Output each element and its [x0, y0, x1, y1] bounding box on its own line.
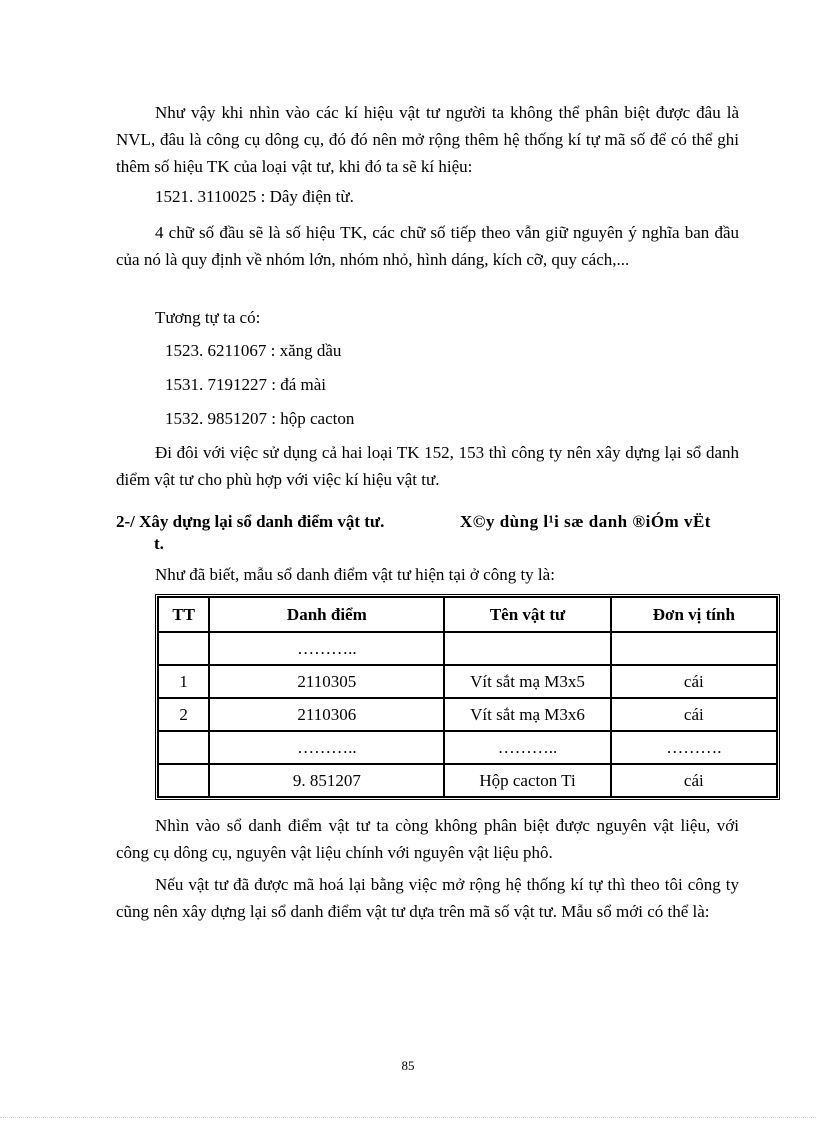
table-row: [158, 698, 777, 731]
section-heading-garbled: X©y dùng l¹i sæ danh ®iÓm vËt: [460, 512, 711, 531]
paragraph-so-hieu-tk: 4 chữ số đầu sẽ là số hiệu TK, các chữ số tiếp theo vẫn giữ nguyên ý nghĩa ban đầu của nó là quy định về nhóm lớn, nhóm nhỏ, hình dáng, kích cỡ, quy cách,...: [116, 223, 739, 269]
paragraph-di-doi: Đi đôi với việc sử dụng cả hai loại TK 152, 153 thì công ty nên xây dựng lại sổ danh điểm vật tư cho phù hợp với việc kí hiệu vật tư.: [116, 443, 739, 489]
footer-divider: [0, 1117, 816, 1118]
cell-danh-diem: 9. 851207: [209, 764, 444, 797]
cell-ten-vat-tu: ………..: [444, 731, 610, 764]
cell-don-vi: cái: [611, 698, 777, 731]
cell-danh-diem: ………..: [209, 731, 444, 764]
page-number: 85: [401, 1058, 415, 1073]
cell-don-vi: cái: [611, 665, 777, 698]
cell-don-vi: ……….: [611, 731, 777, 764]
table-row: [158, 632, 777, 665]
cell-tt: [158, 632, 209, 665]
table-row: [158, 665, 777, 698]
danh-diem-table: [155, 594, 780, 800]
cell-ten-vat-tu: Hộp cacton Ti: [444, 764, 610, 797]
cell-ten-vat-tu: Vít sắt mạ M3x5: [444, 665, 610, 698]
similar-label: Tương tự ta có:: [155, 308, 261, 327]
cell-danh-diem: ………..: [209, 632, 444, 665]
paragraph-nhin-vao: Nhìn vào sổ danh điểm vật tư ta còng không phân biệt được nguyên vật liệu, với công cụ dông cụ, nguyên vật liệu chính với nguyên vật liệu phô.: [116, 816, 739, 862]
table-header-row: [158, 597, 777, 632]
cell-ten-vat-tu: [444, 632, 610, 665]
cell-don-vi: cái: [611, 764, 777, 797]
cell-tt: 1: [158, 665, 209, 698]
cell-danh-diem: 2110305: [209, 665, 444, 698]
section-heading-text: 2-/ Xây dựng lại sổ danh điểm vật tư.: [116, 512, 385, 531]
header-danh-diem: Danh điểm: [209, 597, 444, 632]
section-heading-wrap: t.: [154, 534, 164, 553]
cell-danh-diem: 2110306: [209, 698, 444, 731]
paragraph-kí-hiệu: Như vậy khi nhìn vào các kí hiệu vật tư người ta không thể phân biệt được đâu là NVL, đâu là công cụ dông cụ, đó đó nên mở rộng thêm hệ thống kí tự mã số để có thể ghi thêm số hiệu TK của loại vật tư, khi đó ta sẽ kí hiệu:: [116, 103, 739, 176]
code-line-2: 1531. 7191227 : đá mài: [165, 375, 327, 394]
table-intro: Như đã biết, mẫu sổ danh điểm vật tư hiện tại ở công ty là:: [155, 565, 555, 584]
cell-ten-vat-tu: Vít sắt mạ M3x6: [444, 698, 610, 731]
code-line-3: 1532. 9851207 : hộp cacton: [165, 409, 355, 428]
code-line-1: 1523. 6211067 : xăng dầu: [165, 341, 342, 360]
header-ten-vat-tu: Tên vật tư: [444, 597, 610, 632]
cell-don-vi: [611, 632, 777, 665]
cell-tt: 2: [158, 698, 209, 731]
cell-tt: [158, 764, 209, 797]
paragraph-neu-vat-tu: Nếu vật tư đã được mã hoá lại bằng việc mở rộng hệ thống kí tự thì theo tôi công ty cũng nên xây dựng lại sổ danh điểm vật tư dựa trên mã số vật tư. Mẫu sổ mới có thể là:: [116, 875, 739, 921]
example-code-line: 1521. 3110025 : Dây điện từ.: [155, 187, 354, 206]
table-row: [158, 731, 777, 764]
header-don-vi-tinh: Đơn vị tính: [611, 597, 777, 632]
header-tt: TT: [158, 597, 209, 632]
cell-tt: [158, 731, 209, 764]
table-row: [158, 764, 777, 797]
section-heading: [116, 511, 756, 553]
